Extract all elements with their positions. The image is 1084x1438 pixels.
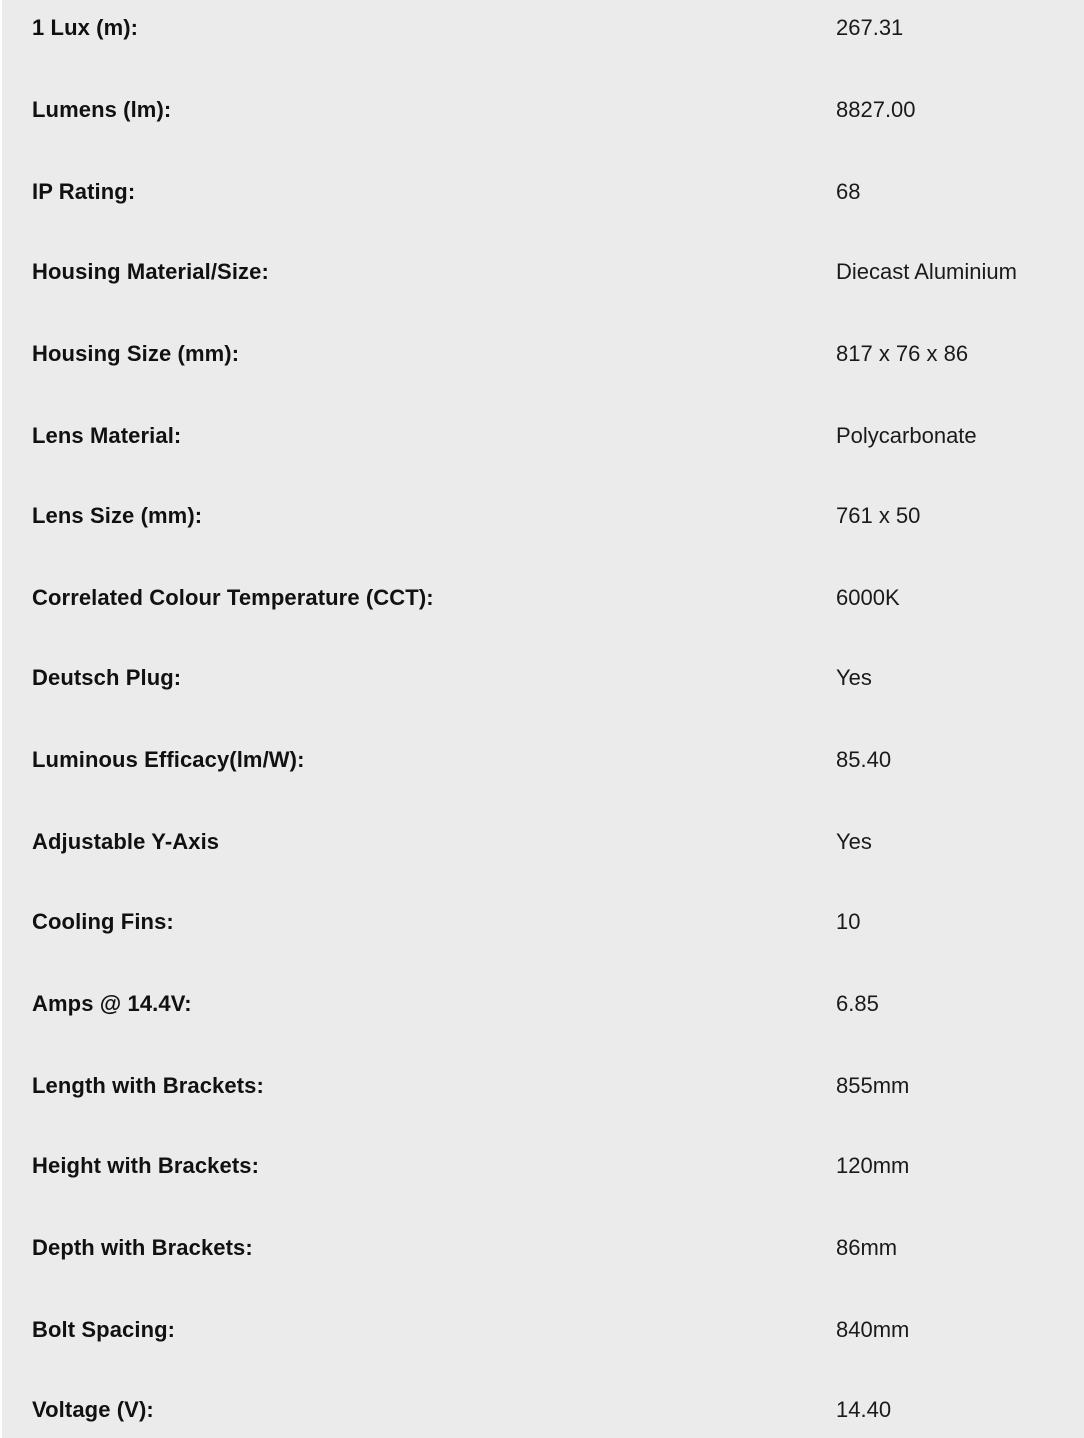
spec-value: Yes [836,665,872,690]
spec-value: 8827.00 [836,97,916,122]
spec-label: Lumens (lm): [32,97,172,122]
spec-label: Lens Size (mm): [32,503,203,528]
spec-label: Bolt Spacing: [32,1317,176,1342]
spec-value: 86mm [836,1235,898,1260]
spec-value: Yes [836,829,872,854]
spec-label: Cooling Fins: [32,909,174,934]
spec-row-deutsch-plug [2,658,1084,698]
spec-label: Deutsch Plug: [32,665,182,690]
spec-label: Amps @ 14.4V: [32,991,192,1016]
spec-value: 761 x 50 [836,503,921,528]
spec-row-cooling-fins [2,902,1084,942]
spec-row-adjustable-y-axis [2,822,1084,862]
spec-label: Luminous Efficacy(lm/W): [32,747,305,772]
spec-label: Housing Material/Size: [32,259,269,284]
spec-row-luminous-efficacy [2,740,1084,780]
spec-label: Depth with Brackets: [32,1235,253,1260]
spec-label: Length with Brackets: [32,1073,264,1098]
spec-row-bolt-spacing [2,1310,1084,1350]
spec-row-voltage [2,1390,1084,1430]
spec-value: 817 x 76 x 86 [836,341,969,366]
spec-row-lens-size [2,496,1084,536]
spec-value: 6.85 [836,991,879,1016]
spec-value: 6000K [836,585,900,610]
spec-label: Adjustable Y-Axis [32,829,220,854]
spec-value: 855mm [836,1073,910,1098]
spec-value: 120mm [836,1153,910,1178]
spec-row-cct [2,578,1084,618]
spec-row-housing-material [2,252,1084,292]
spec-value: 85.40 [836,747,892,772]
spec-row-lens-material [2,416,1084,456]
spec-label: 1 Lux (m): [32,15,139,40]
spec-value: 10 [836,909,861,934]
spec-value: 68 [836,179,861,204]
spec-value: Diecast Aluminium [836,259,1017,284]
spec-label: Voltage (V): [32,1397,154,1422]
spec-label: Correlated Colour Temperature (CCT): [32,585,434,610]
spec-label: IP Rating: [32,179,136,204]
spec-row-1-lux [2,8,1084,48]
spec-label: Lens Material: [32,423,182,448]
spec-row-lumens [2,90,1084,130]
spec-value: 14.40 [836,1397,892,1422]
spec-row-depth-with-brackets [2,1228,1084,1268]
spec-row-length-with-brackets [2,1066,1084,1106]
spec-label: Height with Brackets: [32,1153,260,1178]
spec-value: 267.31 [836,15,904,40]
spec-row-amps [2,984,1084,1024]
spec-value: 840mm [836,1317,910,1342]
specifications-table [2,0,1084,1438]
spec-row-height-with-brackets [2,1146,1084,1186]
spec-row-housing-size [2,334,1084,374]
spec-label: Housing Size (mm): [32,341,240,366]
spec-row-ip-rating [2,172,1084,212]
spec-value: Polycarbonate [836,423,977,448]
